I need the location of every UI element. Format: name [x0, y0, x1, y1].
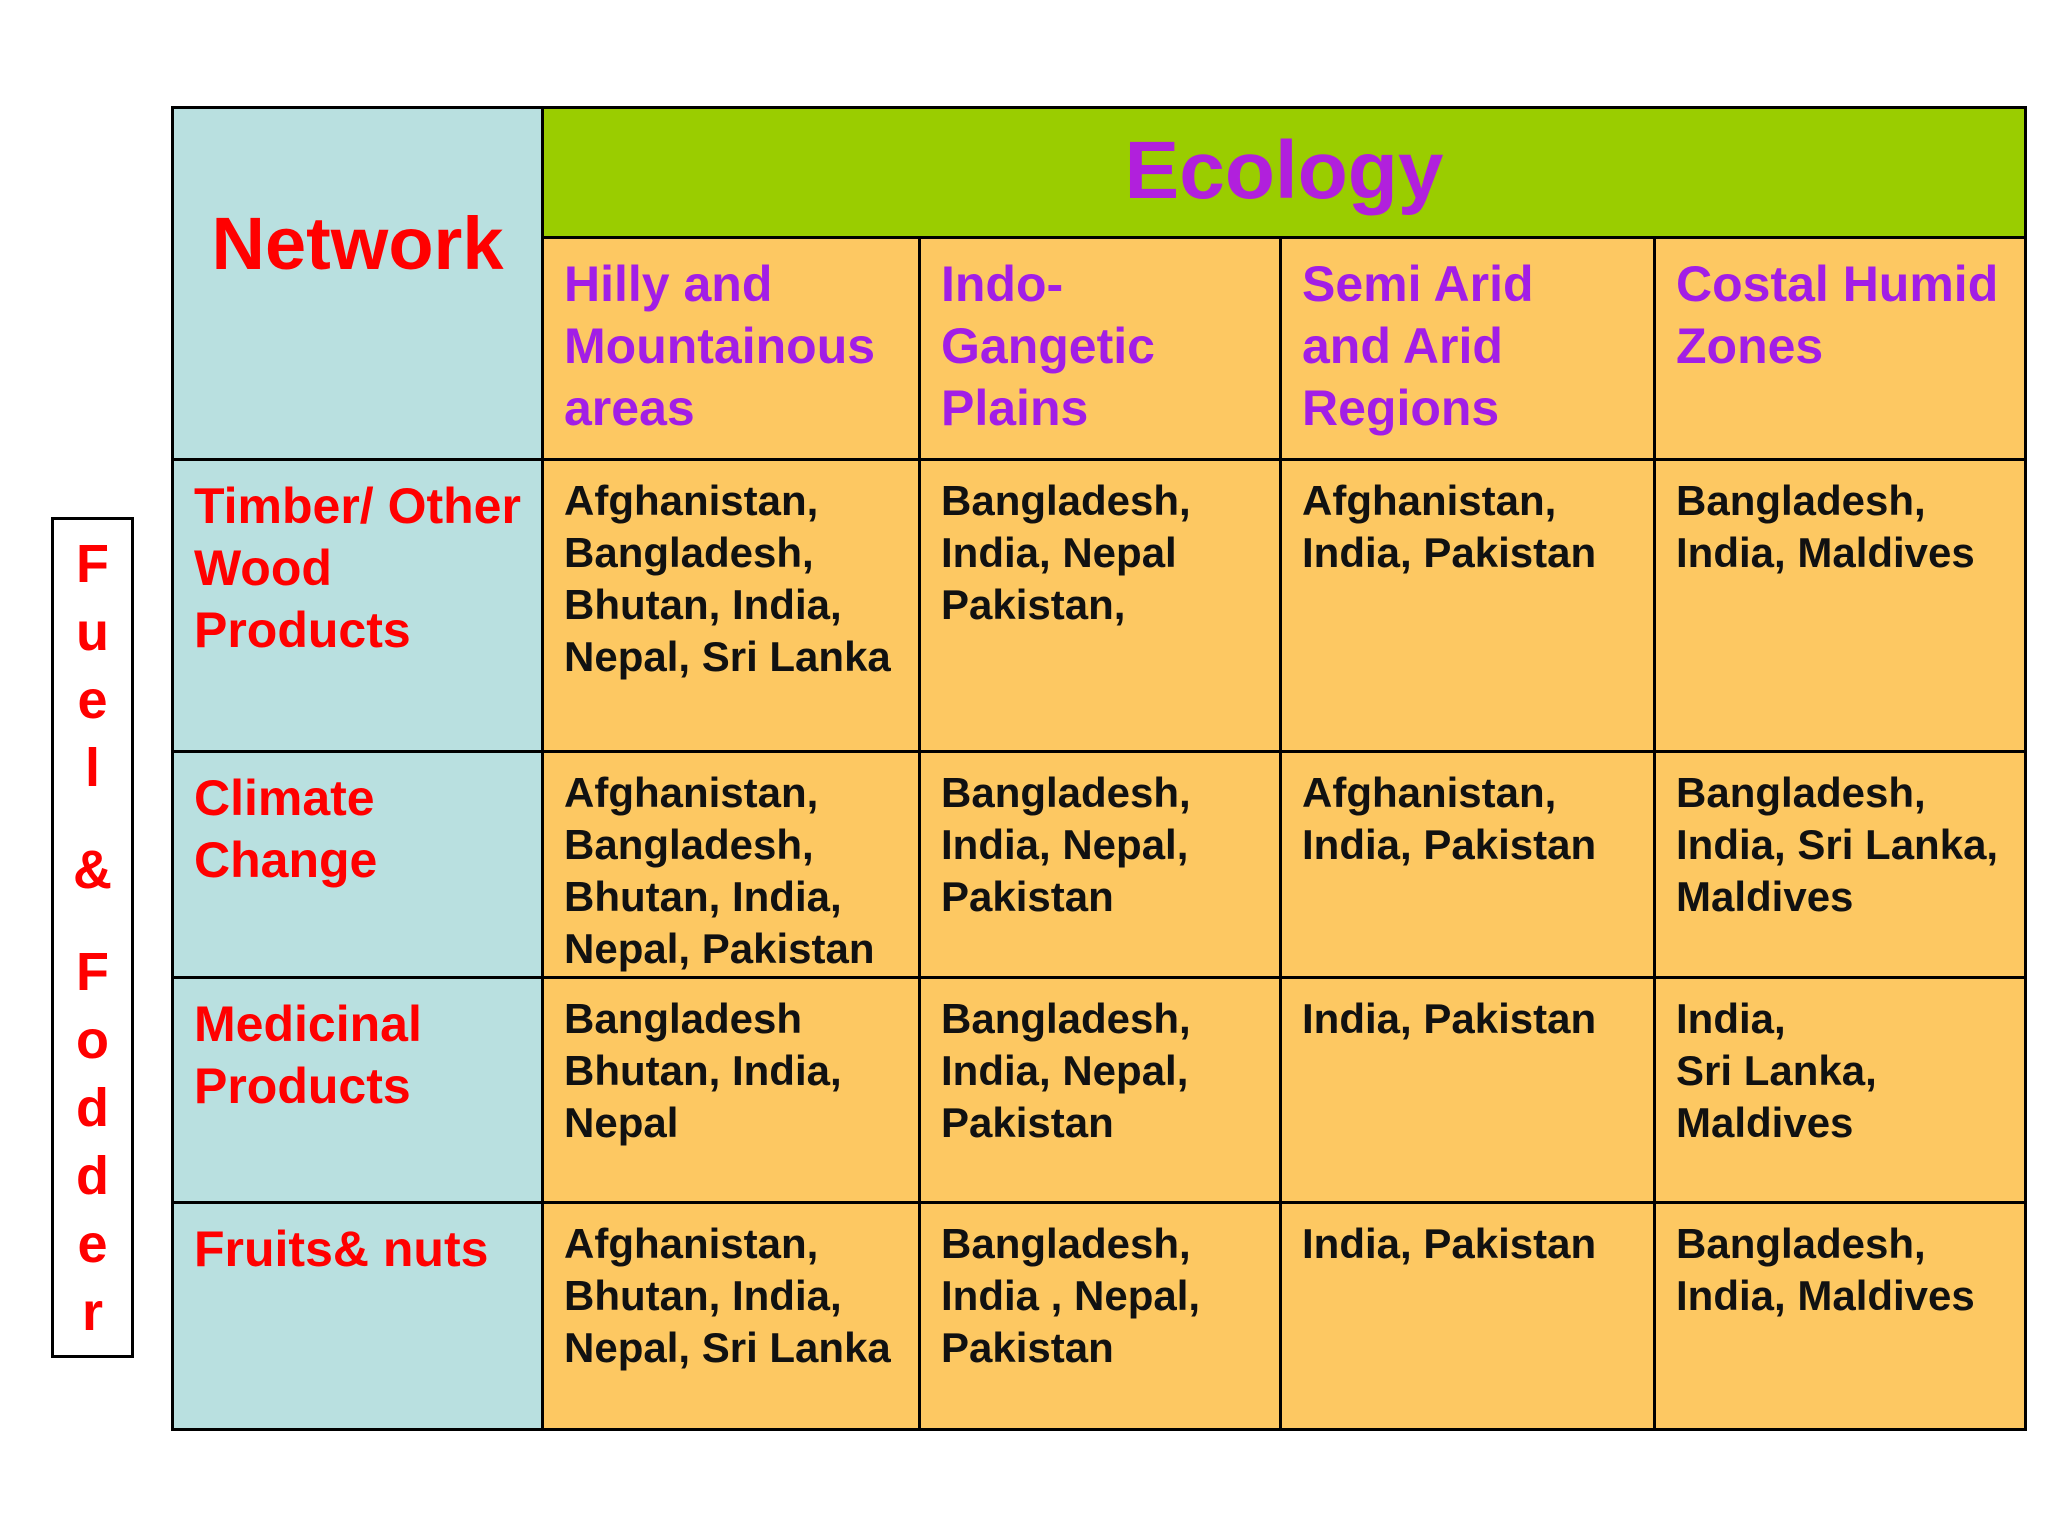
- table-cell: Afghanistan, Bangladesh, Bhutan, India, Nepal, Sri Lanka: [543, 460, 920, 752]
- row-label-climate-change: Climate Change: [173, 752, 543, 978]
- side-letter: r: [81, 1281, 103, 1342]
- table-cell: Afghanistan, Bangladesh, Bhutan, India, Nepal, Pakistan: [543, 752, 920, 978]
- row-label-medicinal: Medicinal Products: [173, 978, 543, 1203]
- table-cell: India, Sri Lanka, Maldives: [1655, 978, 2026, 1203]
- table-cell: Bangladesh, India, Nepal, Pakistan: [920, 978, 1281, 1203]
- table-row: [173, 460, 2026, 752]
- side-letter: e: [77, 669, 108, 730]
- row-label-fruits-nuts: Fruits& nuts: [173, 1203, 543, 1430]
- table-row: [173, 752, 2026, 978]
- side-letter: e: [77, 1213, 108, 1274]
- table-cell: Bangladesh Bhutan, India, Nepal: [543, 978, 920, 1203]
- side-letter: u: [76, 601, 109, 662]
- table-cell: Bangladesh, India, Maldives: [1655, 1203, 2026, 1430]
- table-row: [173, 1203, 2026, 1430]
- ecology-network-table: [171, 106, 2027, 1431]
- table-cell: India, Pakistan: [1281, 978, 1655, 1203]
- table-cell: Bangladesh, India, Nepal, Pakistan: [920, 752, 1281, 978]
- table-cell: Bangladesh, India, Sri Lanka, Maldives: [1655, 752, 2026, 978]
- side-letter: F: [76, 941, 109, 1002]
- zone-header-indo-gangetic: Indo-Gangetic Plains: [920, 238, 1281, 460]
- side-ampersand: &: [73, 839, 112, 900]
- table-cell: Bangladesh, India , Nepal, Pakistan: [920, 1203, 1281, 1430]
- side-label-fuel-fodder: [51, 517, 134, 1358]
- zone-header-coastal: Costal Humid Zones: [1655, 238, 2026, 460]
- zone-header-semi-arid: Semi Arid and Arid Regions: [1281, 238, 1655, 460]
- table-cell: Bangladesh, India, Maldives: [1655, 460, 2026, 752]
- table-row: [173, 978, 2026, 1203]
- side-letter: o: [76, 1009, 109, 1070]
- side-letter: F: [76, 533, 109, 594]
- table-cell: India, Pakistan: [1281, 1203, 1655, 1430]
- side-letter: d: [76, 1077, 109, 1138]
- side-letter: d: [76, 1145, 109, 1206]
- table-cell: Bangladesh, India, Nepal Pakistan,: [920, 460, 1281, 752]
- zone-header-hilly: Hilly and Mountainous areas: [543, 238, 920, 460]
- ecology-header: Ecology: [543, 108, 2026, 238]
- table-cell: Afghanistan, Bhutan, India, Nepal, Sri Lanka: [543, 1203, 920, 1430]
- table-cell: Afghanistan, India, Pakistan: [1281, 460, 1655, 752]
- network-header: Network: [173, 108, 543, 460]
- row-label-timber: Timber/ Other Wood Products: [173, 460, 543, 752]
- table-cell: Afghanistan, India, Pakistan: [1281, 752, 1655, 978]
- side-letter: l: [84, 737, 100, 798]
